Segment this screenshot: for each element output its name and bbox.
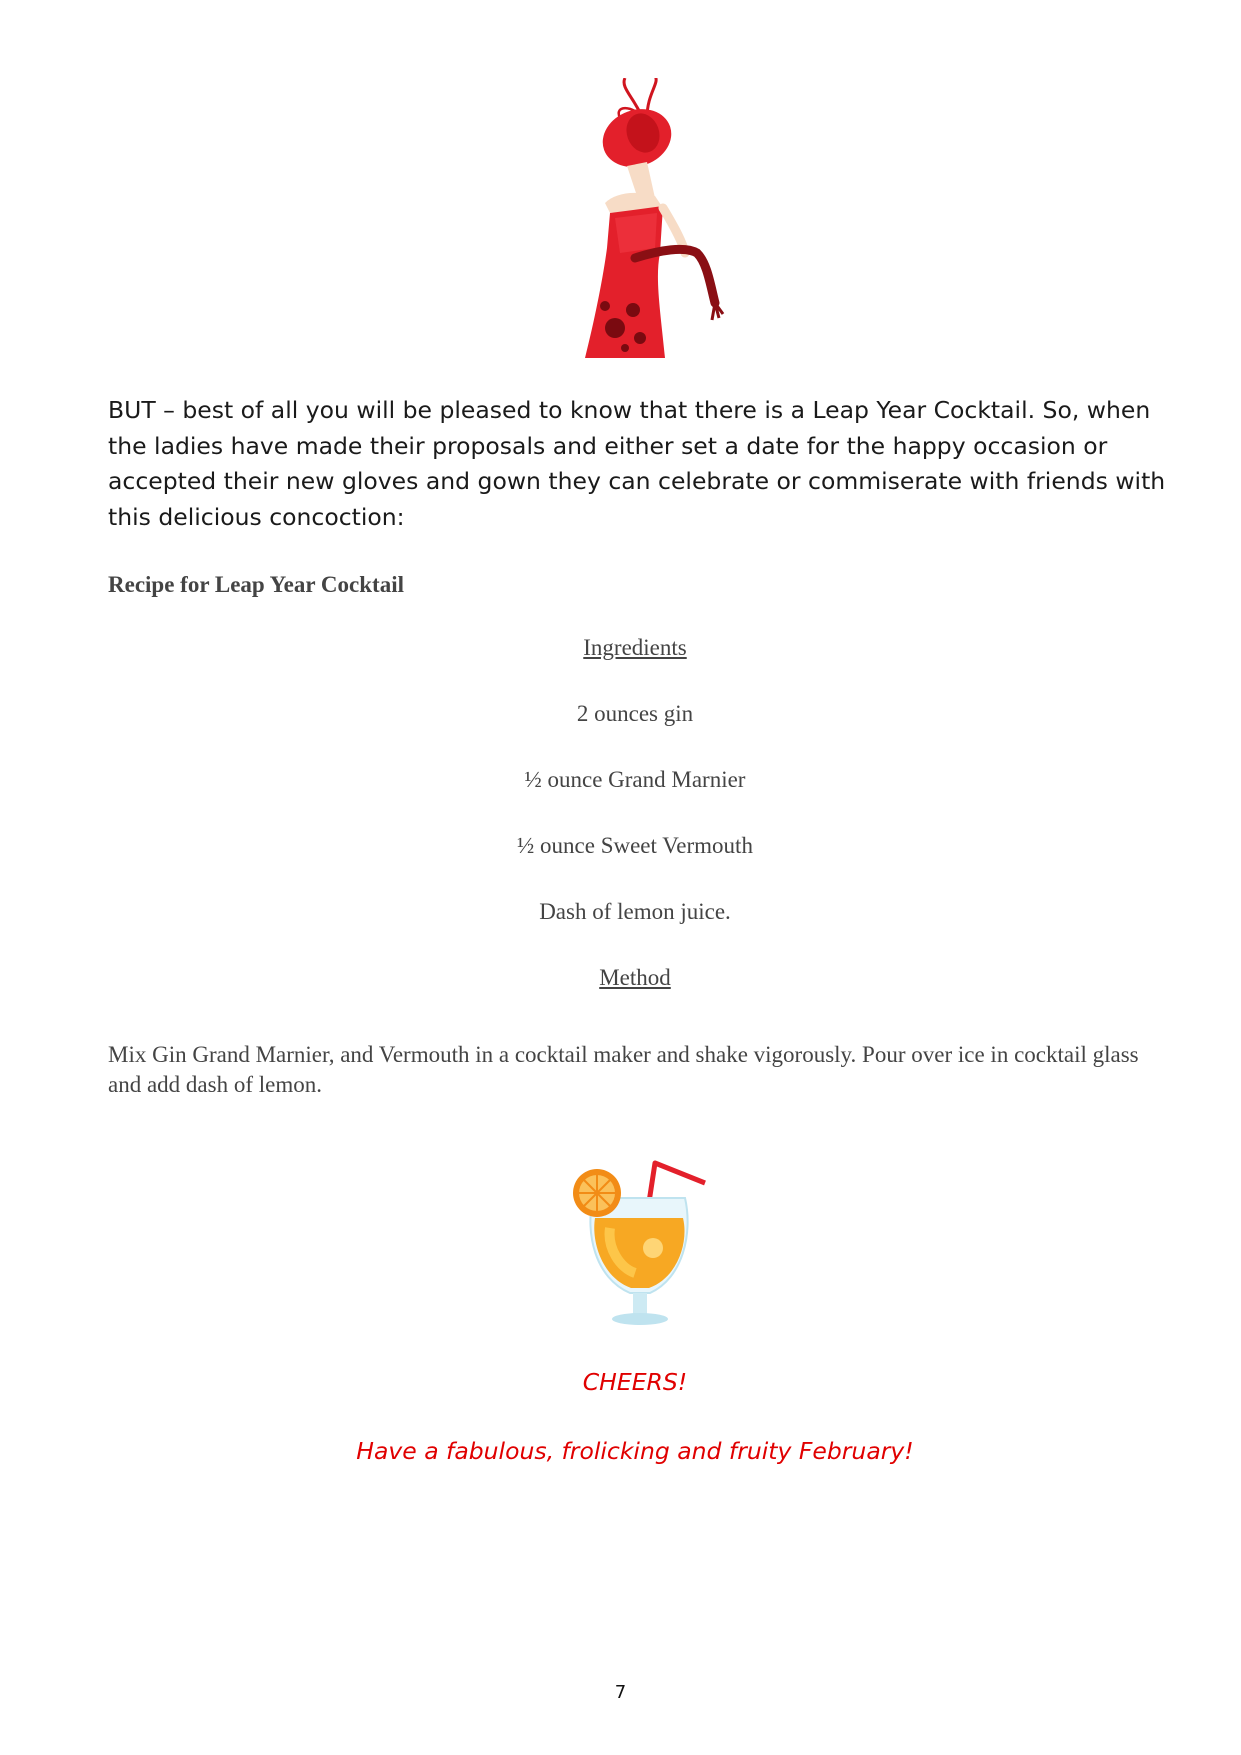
- ingredients-heading: Ingredients: [583, 635, 687, 660]
- farewell-text: Have a fabulous, frolicking and fruity February!: [356, 1437, 914, 1465]
- recipe-title: Recipe for Leap Year Cocktail: [108, 572, 404, 597]
- cheers-text: CHEERS!: [582, 1368, 688, 1396]
- method-text: Mix Gin Grand Marnier, and Vermouth in a cocktail maker and shake vigorously. Pour over ice in cocktail glass and add dash of lemon.: [108, 1042, 1139, 1097]
- intro-paragraph: BUT – best of all you will be pleased to know that there is a Leap Year Cocktail. So, when the ladies have made their proposals and either set a date for the happy occasion or accepted their new gloves and gown they can celebrate or commiserate with friends with this delicious concoction:: [108, 396, 1166, 531]
- method-heading: Method: [599, 965, 671, 990]
- ingredient-item: ½ ounce Sweet Vermouth: [517, 833, 753, 858]
- cocktail-glass-icon: [565, 1143, 715, 1333]
- ingredient-item: 2 ounces gin: [576, 701, 694, 726]
- lady-in-red-dress-icon: [585, 78, 735, 358]
- page-number: 7: [614, 1682, 627, 1703]
- ingredient-item: ½ ounce Grand Marnier: [524, 767, 746, 792]
- ingredient-item: Dash of lemon juice.: [539, 899, 731, 924]
